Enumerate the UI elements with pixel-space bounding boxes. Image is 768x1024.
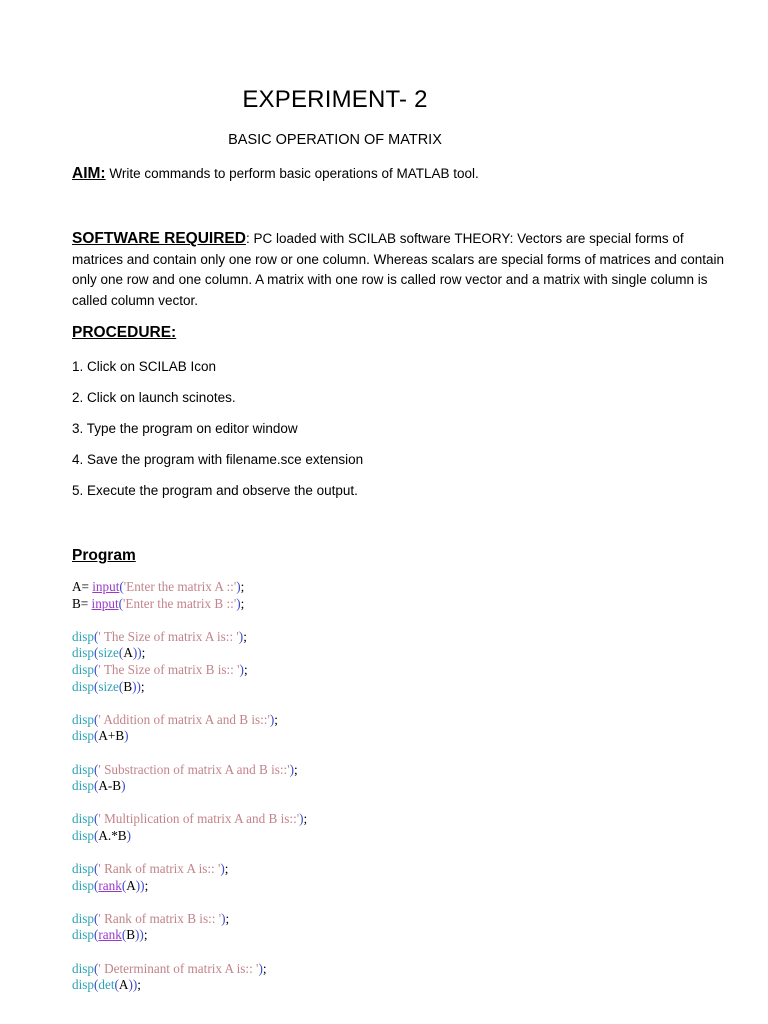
code-line [72, 927, 307, 944]
code-token: ; [143, 927, 148, 943]
code-spacer [72, 695, 307, 712]
code-line [72, 662, 307, 679]
code-token: )) [135, 927, 144, 943]
code-line [72, 961, 307, 978]
code-token: disp [72, 827, 94, 843]
code-token: ; [303, 811, 308, 827]
procedure-step: 3. Type the program on editor window [72, 421, 298, 436]
software-colon: : [245, 231, 250, 246]
code-token: ' Multiplication of matrix A and B is::' [98, 811, 300, 827]
code-line [72, 878, 307, 895]
code-line [72, 645, 307, 662]
code-token: ; [243, 661, 248, 677]
code-token: det [98, 977, 115, 993]
code-token: B= [72, 595, 92, 611]
code-token: disp [72, 960, 94, 976]
code-token: disp [72, 711, 94, 727]
code-token: ) [299, 811, 304, 827]
code-token: A [123, 645, 133, 661]
code-token: size [98, 678, 119, 694]
code-token: ( [121, 927, 127, 943]
aim-label: AIM: [72, 165, 106, 182]
code-token: ( [118, 678, 124, 694]
code-token: ( [93, 960, 99, 976]
code-token: disp [72, 977, 94, 993]
code-token: ( [121, 877, 127, 893]
code-token: ( [93, 861, 99, 877]
code-token: ; [262, 960, 267, 976]
code-token: ( [118, 595, 124, 611]
code-token: disp [72, 678, 94, 694]
code-token: ) [269, 711, 275, 727]
procedure-heading: PROCEDURE: [72, 324, 177, 341]
code-token: ; [225, 910, 230, 926]
code-token: ( [93, 661, 99, 677]
code-token: )) [135, 877, 145, 893]
code-line [72, 679, 307, 696]
code-token: ; [294, 761, 298, 777]
code-token: ' Substraction of matrix A and B is::' [98, 761, 290, 777]
code-token: ( [93, 778, 99, 794]
code-line [72, 728, 307, 745]
code-token: A.*B [98, 827, 127, 843]
code-token: disp [72, 861, 94, 877]
code-token: ) [124, 728, 129, 744]
code-token: disp [72, 910, 94, 926]
code-token: disp [72, 811, 94, 827]
code-token: 'Enter the matrix B ::' [123, 595, 237, 611]
code-token: ; [240, 579, 245, 594]
page-title: EXPERIMENT- 2 [242, 86, 428, 113]
code-token: ( [93, 761, 99, 777]
code-line [72, 861, 307, 878]
code-token: ) [126, 827, 132, 843]
code-token: )) [128, 977, 138, 993]
code-token: ; [243, 628, 247, 644]
code-token: ' Addition of matrix A and B is::' [98, 711, 270, 727]
code-token: ) [236, 595, 241, 611]
code-token: ( [93, 711, 99, 727]
code-token: ( [93, 910, 99, 926]
code-token: input [92, 579, 120, 594]
code-token: disp [72, 877, 94, 893]
code-token: ( [93, 811, 99, 827]
code-token: ' Rank of matrix A is:: ' [98, 861, 221, 877]
code-line [72, 977, 307, 994]
code-token: )) [132, 645, 142, 661]
code-token: input [91, 595, 119, 611]
code-token: ' The Size of matrix A is:: ' [98, 628, 239, 644]
code-token: ' Determinant of matrix A is:: ' [98, 960, 259, 976]
code-token: rank [98, 927, 122, 943]
code-line [72, 579, 307, 596]
code-token: B [126, 927, 136, 943]
code-token: ; [141, 645, 146, 661]
code-token: ( [93, 977, 99, 993]
program-heading: Program [72, 547, 136, 564]
code-token: ) [220, 861, 225, 877]
code-spacer [72, 745, 307, 762]
code-token: ( [93, 645, 99, 661]
code-line [72, 762, 307, 779]
code-token: ) [236, 579, 241, 594]
code-line [72, 629, 307, 646]
code-token: ( [93, 628, 99, 644]
code-token: disp [72, 661, 94, 677]
code-token: ( [119, 579, 124, 594]
page-subtitle: BASIC OPERATION OF MATRIX [228, 132, 442, 148]
code-line [72, 828, 307, 845]
code-token: A [126, 877, 136, 893]
code-token: )) [132, 678, 141, 694]
code-token: B [123, 678, 133, 694]
code-token: ) [239, 661, 244, 677]
code-token: ( [93, 927, 99, 943]
code-line [72, 911, 307, 928]
code-token: disp [72, 645, 94, 661]
procedure-list [72, 357, 363, 512]
code-token: size [98, 645, 119, 661]
code-token: ) [121, 778, 126, 794]
code-token: ( [93, 728, 99, 744]
code-token: A [118, 977, 129, 993]
code-token: disp [72, 778, 94, 794]
code-token: ' The Size of matrix B is:: ' [98, 661, 240, 677]
program-code-block [72, 579, 307, 994]
code-token: ) [221, 910, 226, 926]
code-token: disp [72, 728, 94, 744]
code-token: ; [140, 678, 145, 694]
code-token: disp [72, 927, 94, 943]
software-paragraph [72, 229, 728, 311]
code-spacer [72, 795, 307, 812]
code-spacer [72, 894, 307, 911]
code-token: ; [274, 711, 278, 727]
aim-paragraph [72, 165, 732, 183]
code-token: disp [72, 761, 94, 777]
procedure-step: 1. Click on SCILAB Icon [72, 359, 217, 374]
code-line [72, 778, 307, 795]
code-token: ; [240, 595, 245, 611]
code-token: ) [258, 960, 263, 976]
procedure-step: 2. Click on launch scinotes. [72, 390, 236, 405]
aim-text: Write commands to perform basic operations of MATLAB tool. [105, 166, 479, 181]
code-token: A+B [98, 728, 125, 744]
code-token: ) [238, 628, 244, 644]
code-token: ' Rank of matrix B is:: ' [98, 910, 222, 926]
code-token: ; [137, 977, 141, 993]
code-spacer [72, 944, 307, 961]
procedure-step: 5. Execute the program and observe the output. [72, 483, 358, 498]
code-spacer [72, 612, 307, 629]
code-token: ( [118, 645, 124, 661]
code-token: ( [93, 678, 99, 694]
code-line [72, 712, 307, 729]
software-text: PC loaded with SCILAB software THEORY: Vectors are special forms of matrices and contain only one row or one column. Whereas scalars are special forms of matrices and contain only one row and one column. A matrix with one row is called row vector and a matrix with single column is called column vector. [72, 231, 725, 308]
code-token: A-B [98, 778, 122, 794]
code-token: ( [93, 877, 99, 893]
code-token: disp [72, 628, 94, 644]
code-token: ( [114, 977, 119, 993]
code-token: ; [224, 861, 229, 877]
code-token: ) [289, 761, 294, 777]
code-token: A= [72, 579, 93, 594]
software-label: SOFTWARE REQUIRED [72, 230, 246, 247]
code-token: ( [93, 827, 99, 843]
code-line [72, 596, 307, 613]
code-token: rank [98, 877, 122, 893]
procedure-step: 4. Save the program with filename.sce extension [72, 452, 364, 467]
code-line [72, 811, 307, 828]
code-token: 'Enter the matrix A ::' [123, 579, 237, 594]
code-token: ; [144, 877, 149, 893]
code-spacer [72, 845, 307, 862]
